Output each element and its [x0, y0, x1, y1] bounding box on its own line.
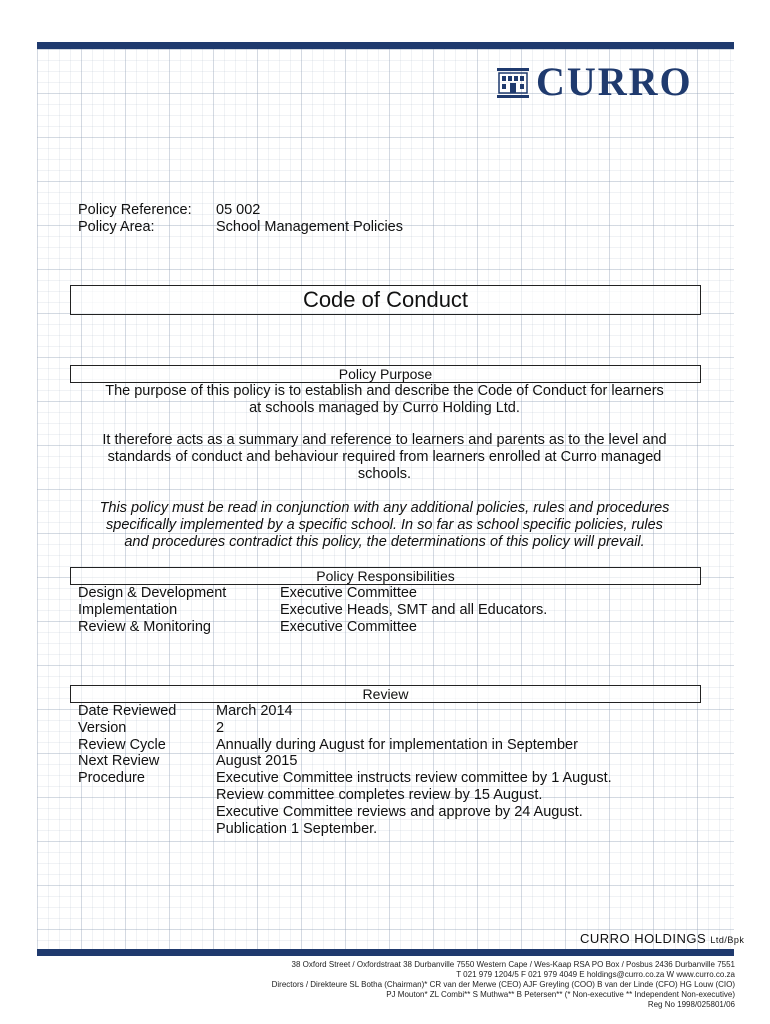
document-title: Code of Conduct	[70, 285, 701, 315]
policy-reference-label: Policy Reference:	[78, 202, 192, 218]
procedure-line: Publication 1 September.	[216, 821, 378, 837]
curro-logo	[496, 59, 693, 104]
responsibility-value: Executive Committee	[280, 619, 417, 635]
purpose-paragraph-1	[70, 383, 699, 417]
purpose-p2-line-2: standards of conduct and behaviour required from learners enrolled at Curro managed	[107, 449, 662, 465]
purpose-p2-line-1: It therefore acts as a summary and reference to learners and parents as to the level and	[102, 432, 667, 448]
review-value: August 2015	[216, 753, 298, 769]
purpose-p2-line-3: schools.	[357, 466, 412, 482]
responsibility-value: Executive Heads, SMT and all Educators.	[280, 602, 548, 618]
purpose-p1-line-2: at schools managed by Curro Holding Ltd.	[249, 400, 520, 416]
curro-holdings-label	[580, 931, 744, 948]
procedure-line: Review committee completes review by 15 August.	[216, 787, 543, 803]
building-icon	[496, 65, 530, 99]
policy-responsibilities-heading: Policy Responsibilities	[70, 567, 701, 585]
holdings-suffix: Ltd/Bpk	[710, 935, 745, 945]
review-value: March 2014	[216, 703, 293, 719]
responsibility-label: Review & Monitoring	[78, 619, 211, 635]
policy-reference-value: 05 002	[216, 202, 261, 218]
procedure-line: Executive Committee reviews and approve by 24 August.	[216, 804, 583, 820]
review-value: Executive Committee instructs review committee by 1 August.	[216, 770, 612, 786]
review-heading: Review	[70, 685, 701, 703]
responsibility-value: Executive Committee	[280, 585, 417, 601]
policy-purpose-heading: Policy Purpose	[70, 365, 701, 383]
purpose-p3-line-1: This policy must be read in conjunction with any additional policies, rules and procedures	[99, 500, 670, 516]
policy-area-label: Policy Area:	[78, 219, 155, 235]
review-label: Procedure	[78, 770, 145, 786]
review-value: 2	[216, 720, 225, 736]
holdings-name: CURRO HOLDINGS	[580, 931, 707, 946]
purpose-p3-line-2: specifically implemented by a specific school. In so far as school specific policies, rules	[106, 517, 663, 533]
purpose-p1-line-1: The purpose of this policy is to establish and describe the Code of Conduct for learners	[105, 383, 664, 399]
footer-directors: Directors / Direkteure SL Botha (Chairman)* CR van der Merwe (CEO) AJF Greyling (COO) B van der Linde (CFO) HG Louw (CIO)	[271, 980, 735, 989]
responsibility-label: Implementation	[78, 602, 178, 618]
footer-directors-cont: PJ Mouton* ZL Combi** S Muthwa** B Petersen** (* Non-executive ** Independent Non-executive)	[386, 990, 735, 999]
footer-reg-number: Reg No 1998/025801/06	[647, 1000, 735, 1009]
purpose-paragraph-3	[70, 500, 699, 551]
review-value: Annually during August for implementation in September	[216, 737, 578, 753]
footer-contact: T 021 979 1204/5 F 021 979 4049 E holdings@curro.co.za W www.curro.co.za	[456, 970, 735, 979]
top-rule	[37, 42, 734, 49]
review-label: Review Cycle	[78, 737, 166, 753]
policy-area-value: School Management Policies	[216, 219, 403, 235]
review-label: Next Review	[78, 753, 160, 769]
brand-name: CURRO	[536, 59, 693, 104]
footer-address: 38 Oxford Street / Oxfordstraat 38 Durbanville 7550 Western Cape / Wes-Kaap RSA PO Box / Posbus 2436 Durbanville 7551	[291, 960, 735, 969]
purpose-paragraph-2	[70, 432, 699, 483]
purpose-p3-line-3: and procedures contradict this policy, the determinations of this policy will prevail.	[124, 534, 645, 550]
review-label: Date Reviewed	[78, 703, 177, 719]
review-label: Version	[78, 720, 127, 736]
responsibility-label: Design & Development	[78, 585, 227, 601]
bottom-rule	[37, 949, 734, 956]
